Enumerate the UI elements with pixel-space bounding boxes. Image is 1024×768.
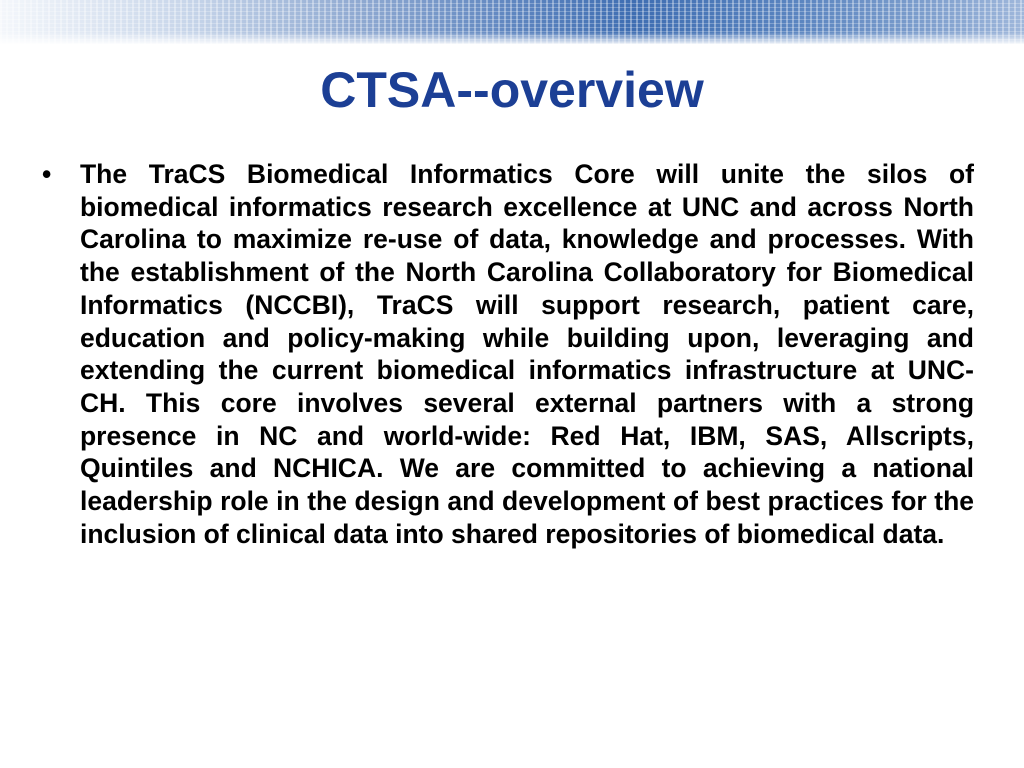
bullet-item xyxy=(40,158,974,550)
header-band-fade xyxy=(0,32,1024,44)
bullet-list xyxy=(40,158,974,550)
bullet-marker: • xyxy=(42,159,52,189)
bullet-text: The TraCS Biomedical Informatics Core will unite the silos of biomedical informatics research excellence at UNC and across North Carolina to maximize re-use of data, knowledge and processes. With the establishment of the North Carolina Collaboratory for Biomedical Informatics (NCCBI), TraCS will support research, patient care, education and policy-making while building upon, leveraging and extending the current biomedical informatics infrastructure at UNC-CH. This core involves several external partners with a strong presence in NC and world-wide: Red Hat, IBM, SAS, Allscripts, Quintiles and NCHICA. We are committed to achieving a national leadership role in the design and development of best practices for the inclusion of clinical data into shared repositories of biomedical data. xyxy=(80,159,974,549)
slide-title: CTSA--overview xyxy=(320,62,704,118)
